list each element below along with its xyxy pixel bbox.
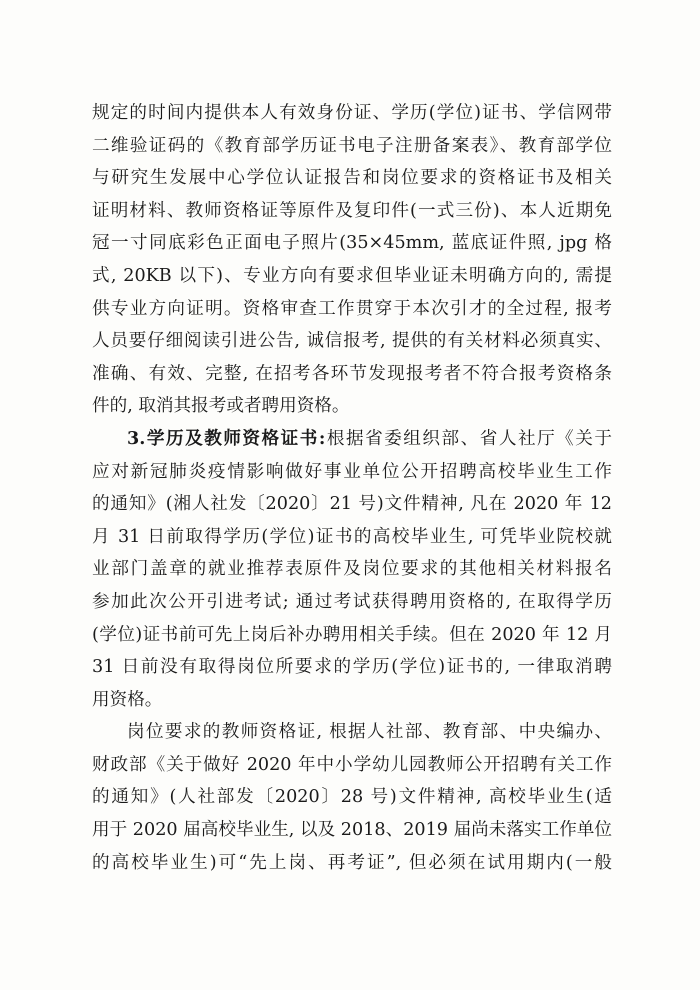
text-line: 用资格。 [92, 689, 163, 710]
text-line: 的通知》(人社部发〔2020〕28 号)文件精神, 高校毕业生(适 [92, 787, 612, 808]
text-line: 准确、有效、完整, 在招考各环节发现报考者不符合报考资格条 [92, 363, 612, 384]
section-heading: 3.学历及教师资格证书: [127, 427, 326, 449]
text-line: 的高校毕业生)可“先上岗、再考证”, 但必须在试用期内(一般 [92, 852, 612, 873]
text-line: 证明材料、教师资格证等原件及复印件(一式三份)、本人近期免 [92, 200, 612, 221]
text-line: 财政部《关于做好 2020 年中小学幼儿园教师公开招聘有关工作 [92, 754, 612, 775]
text-line: 件的, 取消其报考或者聘用资格。 [92, 396, 350, 417]
text-line: 用于 2020 届高校毕业生, 以及 2018、2019 届尚未落实工作单位 [92, 820, 612, 841]
text-line: 岗位要求的教师资格证, 根据人社部、教育部、中央编办、 [127, 722, 612, 743]
text-line: 与研究生发展中心学位认证报告和岗位要求的资格证书及相关 [92, 168, 612, 189]
text-line: 规定的时间内提供本人有效身份证、学历(学位)证书、学信网带 [92, 103, 612, 123]
text-line: 冠一寸同底彩色正面电子照片(35×45mm, 蓝底证件照, jpg 格 [92, 233, 612, 254]
text-line: 31 日前没有取得岗位所要求的学历(学位)证书的, 一律取消聘 [92, 657, 612, 678]
text-span: 根据省委组织部、省人社厅《关于 [325, 428, 612, 449]
text-line: 二维验证码的《教育部学历证书电子注册备案表》、教育部学位 [92, 135, 612, 156]
text-line: 参加此次公开引进考试; 通过考试获得聘用资格的, 在取得学历 [92, 591, 612, 612]
document-body [92, 97, 612, 879]
text-line: 供专业方向证明。资格审查工作贯穿于本次引才的全过程, 报考 [92, 298, 612, 319]
paragraph-education-certificates [92, 423, 612, 716]
text-line: 业部门盖章的就业推荐表原件及岗位要求的其他相关材料报名 [92, 559, 612, 580]
text-line [92, 423, 612, 456]
text-line: 人员要仔细阅读引进公告, 诚信报考, 提供的有关材料必须真实、 [92, 331, 612, 352]
text-line: 式, 20KB 以下)、专业方向有要求但毕业证未明确方向的, 需提 [92, 265, 612, 286]
paragraph-materials [92, 97, 612, 423]
text-line: (学位)证书前可先上岗后补办聘用相关手续。但在 2020 年 12 月 [92, 624, 612, 645]
text-line: 月 31 日前取得学历(学位)证书的高校毕业生, 可凭毕业院校就 [92, 526, 612, 547]
paragraph-teacher-qualification [92, 716, 612, 879]
text-line: 应对新冠肺炎疫情影响做好事业单位公开招聘高校毕业生工作 [92, 461, 612, 482]
text-line: 的通知》(湘人社发〔2020〕21 号)文件精神, 凡在 2020 年 12 [92, 494, 612, 515]
